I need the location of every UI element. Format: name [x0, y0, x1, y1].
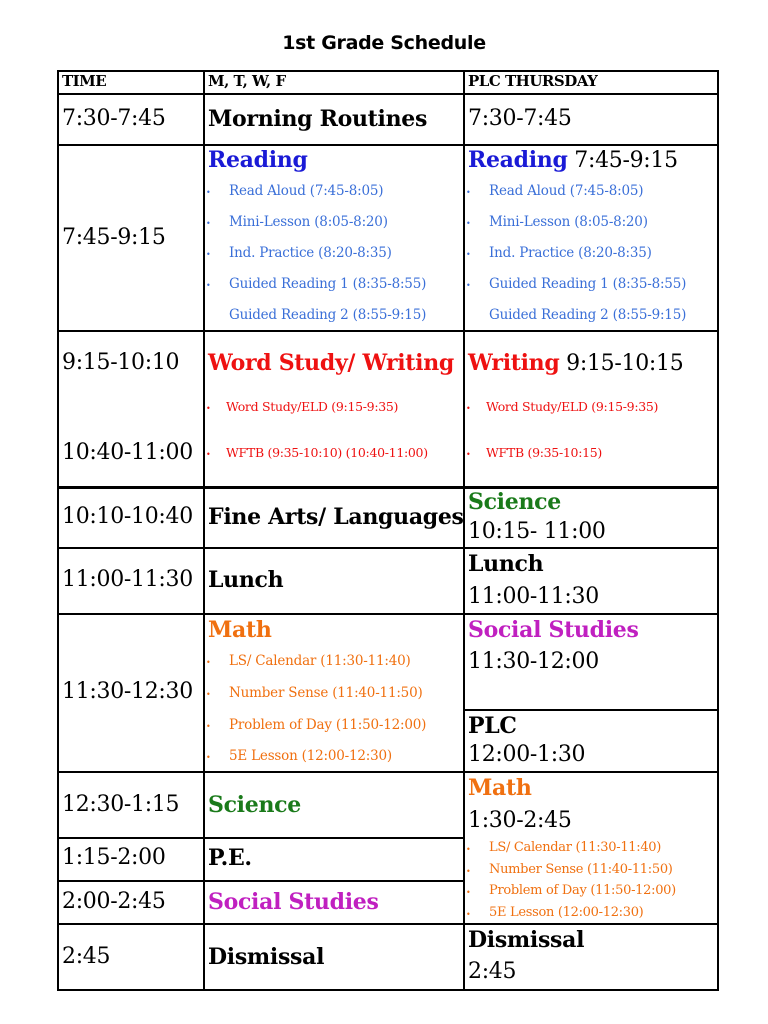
row1-mtwf-activity: Morning Routines [208, 106, 428, 132]
list-item: Guided Reading 2 (8:55-9:15) [489, 307, 687, 323]
row2-time: 7:45-9:15 [62, 225, 166, 250]
list-item: Word Study/ELD (9:15-9:35) [486, 399, 659, 414]
plc-time-thursday: 12:00-1:30 [468, 742, 586, 767]
pe-heading: P.E. [208, 845, 252, 871]
social-studies-heading: Social Studies [208, 889, 379, 915]
reading-time: 7:45-9:15 [567, 148, 678, 173]
science-time-thursday: 10:15- 11:00 [468, 519, 606, 544]
row10-time: 2:45 [62, 944, 111, 969]
row-divider-partial [57, 837, 465, 839]
list-item: Ind. Practice (8:20-8:35) [229, 245, 392, 261]
row-divider [57, 771, 719, 773]
bullet-icon: • [206, 658, 211, 667]
row-divider [57, 989, 719, 991]
writing-heading-thursday [468, 350, 683, 376]
header-plc-thursday: PLC THURSDAY [468, 72, 598, 90]
bullet-icon: • [466, 867, 471, 876]
list-item: Mini-Lesson (8:05-8:20) [489, 214, 648, 230]
list-item: Problem of Day (11:50-12:00) [489, 883, 676, 898]
list-item: Read Aloud (7:45-8:05) [489, 183, 644, 199]
row-divider [57, 613, 719, 615]
plc-heading-thursday: PLC [468, 713, 517, 739]
list-item: LS/ Calendar (11:30-11:40) [489, 840, 662, 855]
row-divider [57, 486, 719, 489]
row5-time: 11:00-11:30 [62, 567, 193, 592]
reading-title: Reading [468, 147, 568, 173]
social-studies-time-thursday: 11:30-12:00 [468, 649, 599, 674]
list-item: Word Study/ELD (9:15-9:35) [226, 399, 399, 414]
bullet-icon: • [206, 188, 211, 197]
bullet-icon: • [206, 281, 211, 290]
list-item: Problem of Day (11:50-12:00) [229, 717, 427, 733]
math-time-thursday: 1:30-2:45 [468, 808, 572, 833]
bullet-icon: • [466, 404, 471, 413]
row-divider-partial [57, 880, 465, 882]
list-item: WFTB (9:35-10:10) (10:40-11:00) [226, 445, 428, 460]
math-heading: Math [208, 617, 272, 643]
bullet-icon: • [206, 450, 211, 459]
list-item: 5E Lesson (12:00-12:30) [229, 748, 392, 764]
bullet-icon: • [466, 250, 471, 259]
lunch-heading-thursday: Lunch [468, 551, 544, 577]
row-divider [57, 547, 719, 549]
row-divider [57, 330, 719, 332]
reading-heading-thursday [468, 147, 678, 173]
row5-mtwf-activity: Lunch [208, 567, 284, 593]
bullet-icon: • [206, 690, 211, 699]
row-divider-thursday [463, 709, 719, 711]
row9-time: 2:00-2:45 [62, 889, 166, 914]
row8-time: 1:15-2:00 [62, 845, 166, 870]
lunch-time-thursday: 11:00-11:30 [468, 584, 599, 609]
bullet-icon: • [466, 450, 471, 459]
bullet-icon: • [466, 845, 471, 854]
list-item: Ind. Practice (8:20-8:35) [489, 245, 652, 261]
row-divider [57, 923, 719, 925]
dismissal-heading: Dismissal [208, 944, 325, 970]
column-divider-1 [203, 70, 205, 991]
list-item: Number Sense (11:40-11:50) [489, 862, 673, 877]
row3-time-2: 10:40-11:00 [62, 440, 193, 465]
page-title: 1st Grade Schedule [282, 32, 486, 54]
bullet-icon: • [206, 219, 211, 228]
row1-thu-time: 7:30-7:45 [468, 106, 572, 131]
writing-title: Writing [468, 350, 560, 376]
list-item: Mini-Lesson (8:05-8:20) [229, 214, 388, 230]
dismissal-heading-thursday: Dismissal [468, 927, 585, 953]
list-item: 5E Lesson (12:00-12:30) [489, 905, 644, 920]
table-border-right [717, 70, 719, 991]
list-item: Guided Reading 1 (8:35-8:55) [489, 276, 687, 292]
list-item: Read Aloud (7:45-8:05) [229, 183, 384, 199]
row7-time: 12:30-1:15 [62, 792, 180, 817]
science-heading: Science [208, 792, 301, 818]
dismissal-time-thursday: 2:45 [468, 959, 517, 984]
table-border-left [57, 70, 59, 991]
list-item: Guided Reading 2 (8:55-9:15) [229, 307, 427, 323]
list-item: WFTB (9:35-10:15) [486, 445, 602, 460]
row3-time-1: 9:15-10:10 [62, 350, 180, 375]
list-item: LS/ Calendar (11:30-11:40) [229, 653, 411, 669]
social-studies-heading-thursday: Social Studies [468, 617, 639, 643]
bullet-icon: • [466, 188, 471, 197]
bullet-icon: • [466, 281, 471, 290]
math-heading-thursday: Math [468, 775, 532, 801]
bullet-icon: • [206, 250, 211, 259]
row4-time: 10:10-10:40 [62, 504, 193, 529]
header-time: TIME [62, 72, 107, 90]
bullet-icon: • [466, 219, 471, 228]
row6-time: 11:30-12:30 [62, 679, 193, 704]
row1-time: 7:30-7:45 [62, 106, 166, 131]
bullet-icon: • [466, 888, 471, 897]
column-divider-2 [463, 70, 465, 991]
writing-time: 9:15-10:15 [559, 351, 684, 376]
science-heading-thursday: Science [468, 489, 561, 515]
list-item: Number Sense (11:40-11:50) [229, 685, 423, 701]
row-divider [57, 144, 719, 146]
list-item: Guided Reading 1 (8:35-8:55) [229, 276, 427, 292]
bullet-icon: • [206, 722, 211, 731]
row4-mtwf-activity: Fine Arts/ Languages [208, 504, 464, 530]
reading-heading: Reading [208, 147, 308, 173]
row-divider [57, 70, 719, 72]
row-divider [57, 93, 719, 95]
bullet-icon: • [206, 404, 211, 413]
header-mtwf: M, T, W, F [208, 72, 286, 90]
bullet-icon: • [466, 910, 471, 919]
word-study-writing-heading: Word Study/ Writing [208, 350, 454, 376]
bullet-icon: • [206, 753, 211, 762]
